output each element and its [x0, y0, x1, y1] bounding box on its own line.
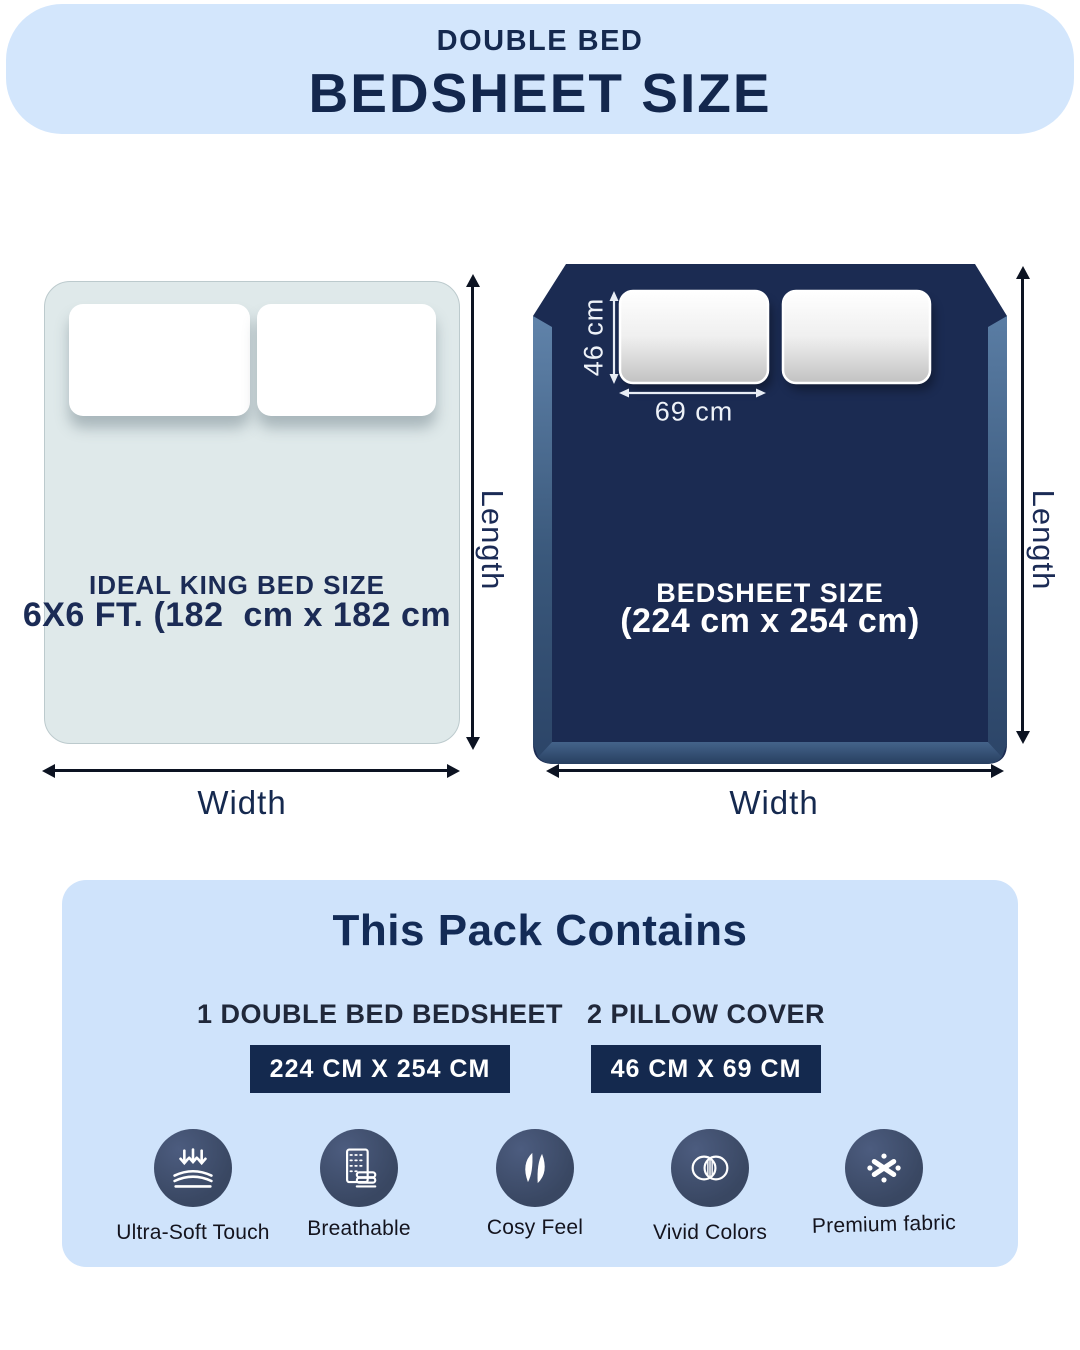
bedsheet-left-drape: [533, 316, 552, 757]
feature-vivid-colors: [622, 1129, 798, 1245]
right-length-label: Length: [1026, 489, 1061, 591]
left-width-label: Width: [197, 784, 287, 821]
breathable-icon: [333, 1142, 385, 1194]
bedsheet-size-value: (224 cm x 254 cm): [620, 602, 920, 640]
feature-premium-fabric: [796, 1129, 972, 1237]
feature-circle: [671, 1129, 749, 1207]
left-width-arrow: [54, 769, 448, 772]
pack-contents-title: This Pack Contains: [332, 906, 748, 955]
bedsheet-pillow-right: [783, 291, 930, 383]
bedsheet-size-title: BEDSHEET SIZE: [656, 578, 884, 608]
king-bed-pillow-left: [69, 304, 250, 416]
premium-fabric-icon: [858, 1142, 910, 1194]
pillow-height-value: 46 cm: [578, 297, 609, 377]
page-title: BEDSHEET SIZE: [308, 62, 772, 124]
feature-circle: [320, 1129, 398, 1207]
pillow-width-value: 69 cm: [654, 396, 734, 427]
feature-circle: [154, 1129, 232, 1207]
feature-label: Breathable: [307, 1217, 411, 1240]
feature-cosy-feel: [447, 1129, 623, 1240]
feather-icon: [509, 1142, 561, 1194]
feature-ultra-soft-touch: [105, 1129, 281, 1245]
pack-item-bedsheet: [155, 999, 605, 1093]
feature-circle: [845, 1129, 923, 1207]
bedsheet-right-drape: [988, 316, 1007, 757]
feature-label: Vivid Colors: [652, 1221, 768, 1244]
king-bed-size-title: IDEAL KING BED SIZE: [89, 570, 385, 600]
right-width-arrow: [558, 769, 992, 772]
size-badge: 46 CM X 69 CM: [591, 1045, 822, 1093]
header-subtitle: DOUBLE BED: [436, 25, 644, 57]
bedsheet-pillow-left: [620, 291, 768, 383]
feature-label: Ultra-Soft Touch: [116, 1221, 270, 1244]
soft-touch-icon: [167, 1142, 219, 1194]
bedsheet-bottom-drape: [538, 742, 1002, 764]
feature-label: Premium fabric: [811, 1211, 957, 1238]
pack-item-label: 1 DOUBLE BED BEDSHEET: [196, 999, 564, 1029]
right-width-label: Width: [729, 784, 819, 821]
size-badge: 224 CM X 254 CM: [250, 1045, 511, 1093]
feature-breathable: [271, 1129, 447, 1241]
left-length-label: Length: [475, 489, 510, 591]
right-length-arrow: [1021, 278, 1024, 732]
king-bed-pillow-right: [257, 304, 436, 416]
feature-circle: [496, 1129, 574, 1207]
pack-item-pillow-cover: [581, 999, 831, 1093]
king-bed-size-value: 6X6 FT. (182 cm x 182 cm: [22, 596, 452, 634]
header-banner: [6, 4, 1074, 134]
pack-item-label: 2 PILLOW COVER: [586, 999, 826, 1029]
vivid-colors-icon: [684, 1142, 736, 1194]
feature-label: Cosy Feel: [486, 1216, 584, 1239]
